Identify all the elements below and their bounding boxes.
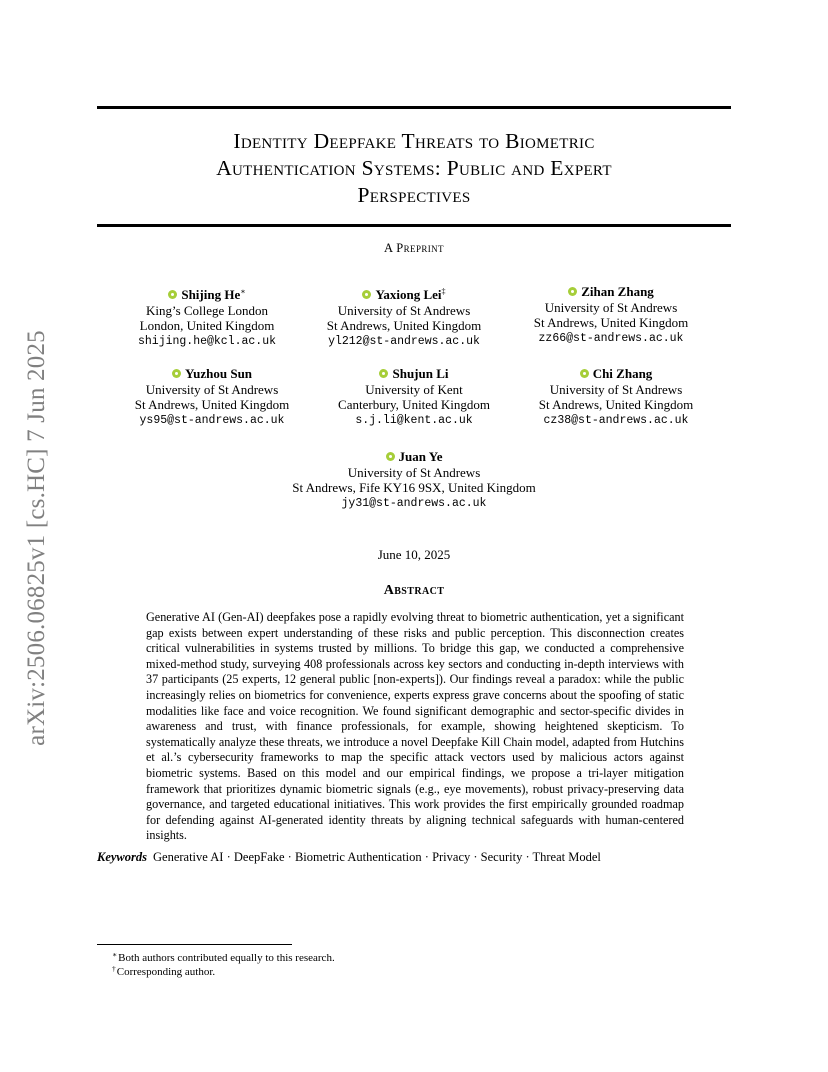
orcid-icon[interactable]	[568, 287, 577, 296]
author-email[interactable]: s.j.li@kent.ac.uk	[355, 413, 473, 427]
author-block	[496, 366, 736, 428]
abstract-text: Generative AI (Gen-AI) deepfakes pose a rapidly evolving threat to biometric authentication, yet a significant gap exists between expert understanding of these risks and public perception. This disconnection creates critical vulnerabilities in systems trusted by millions. To bridge this gap, we conducted a comprehensive mixed-method study, surveying 408 professionals across key sectors and conducting in-depth interviews with 37 participants (25 experts, 12 general public [non-experts]). Our findings reveal a paradox: while the public increasingly relies on biometrics for convenience, experts express grave concerns about the spoofing of static modalities like face and voice recognition. We found significant demographic and sector-specific divides in awareness and trust, with finance professionals, for example, showing heightened skepticism. To systematically analyze these threats, we introduce a novel Deepfake Kill Chain model, adapted from Hutchins et al.’s cybersecurity frameworks to map the specific attack vectors used by malicious actors against biometric systems. Based on this model and our empirical findings, we propose a tri-layer mitigation framework that prioritizes dynamic biometric signals (e.g., eye movements), robust privacy-preserving data governance, and targeted educational initiatives. This work provides the first empirically grounded roadmap for defending against AI-generated identity threats by aligning technical safeguards with human-centered insights.	[146, 610, 684, 843]
author-name: Yaxiong Lei	[375, 287, 442, 302]
author-name: Zihan Zhang	[581, 284, 654, 299]
author-location: St Andrews, United Kingdom	[533, 315, 689, 330]
author-block	[284, 284, 524, 349]
footnote-text: Both authors contributed equally to this research.	[118, 952, 335, 964]
author-email[interactable]: shijing.he@kcl.ac.uk	[137, 334, 277, 348]
author-affiliation: University of St Andrews	[549, 381, 683, 397]
orcid-icon[interactable]	[172, 369, 181, 378]
orcid-icon[interactable]	[362, 290, 371, 299]
author-name: Chi Zhang	[592, 366, 653, 381]
author-affiliation: University of St Andrews	[544, 299, 678, 315]
author-name: Shujun Li	[392, 366, 449, 381]
author-email[interactable]: yl212@st-andrews.ac.uk	[328, 334, 480, 348]
footnote-mark: †	[112, 964, 116, 973]
author-email[interactable]: jy31@st-andrews.ac.uk	[341, 496, 487, 510]
arxiv-stamp: arXiv:2506.06825v1 [cs.HC] 7 Jun 2025	[23, 330, 50, 746]
author-affiliation: University of St Andrews	[337, 302, 471, 318]
title-line: Authentication Systems: Public and Expert	[216, 156, 612, 180]
author-affiliation: University of St Andrews	[145, 381, 279, 397]
title-bottom-rule	[97, 224, 731, 227]
author-name: Shijing He	[181, 287, 241, 302]
author-email[interactable]: zz66@st-andrews.ac.uk	[538, 331, 684, 345]
author-mark: ‡	[441, 287, 446, 296]
preprint-label: A Preprint	[384, 241, 444, 255]
title-line: Perspectives	[357, 183, 471, 207]
author-location: Canterbury, United Kingdom	[338, 397, 490, 412]
author-name: Yuzhou Sun	[184, 366, 253, 381]
footnote	[112, 962, 215, 979]
author-affiliation: University of St Andrews	[347, 464, 481, 480]
author-block	[234, 449, 594, 511]
author-affiliation: King’s College London	[145, 302, 269, 318]
author-location: St Andrews, United Kingdom	[326, 318, 482, 333]
title-line: Identity Deepfake Threats to Biometric	[233, 129, 595, 153]
footnote-text: Corresponding author.	[116, 966, 216, 978]
abstract-heading: Abstract	[383, 583, 445, 598]
footnote-rule	[97, 944, 292, 945]
footnote-mark: ∗	[112, 950, 118, 959]
author-location: St Andrews, United Kingdom	[134, 397, 290, 412]
author-block	[491, 284, 731, 346]
paper-title	[97, 128, 731, 209]
author-email[interactable]: ys95@st-andrews.ac.uk	[139, 413, 285, 427]
keywords-list: Generative AI · DeepFake · Biometric Authentication · Privacy · Security · Threat Model	[153, 850, 601, 864]
author-location: St Andrews, United Kingdom	[538, 397, 694, 412]
orcid-icon[interactable]	[580, 369, 589, 378]
publication-date: June 10, 2025	[377, 547, 451, 562]
author-email[interactable]: cz38@st-andrews.ac.uk	[543, 413, 689, 427]
author-name: Juan Ye	[398, 449, 443, 464]
author-mark: ∗	[240, 287, 246, 296]
author-location: London, United Kingdom	[139, 318, 275, 333]
keywords-line	[97, 850, 731, 865]
title-top-rule	[97, 106, 731, 109]
orcid-icon[interactable]	[379, 369, 388, 378]
keywords-label: Keywords	[97, 850, 147, 864]
orcid-icon[interactable]	[386, 452, 395, 461]
orcid-icon[interactable]	[168, 290, 177, 299]
author-affiliation: University of Kent	[365, 381, 463, 397]
author-location: St Andrews, Fife KY16 9SX, United Kingdom	[292, 480, 536, 495]
